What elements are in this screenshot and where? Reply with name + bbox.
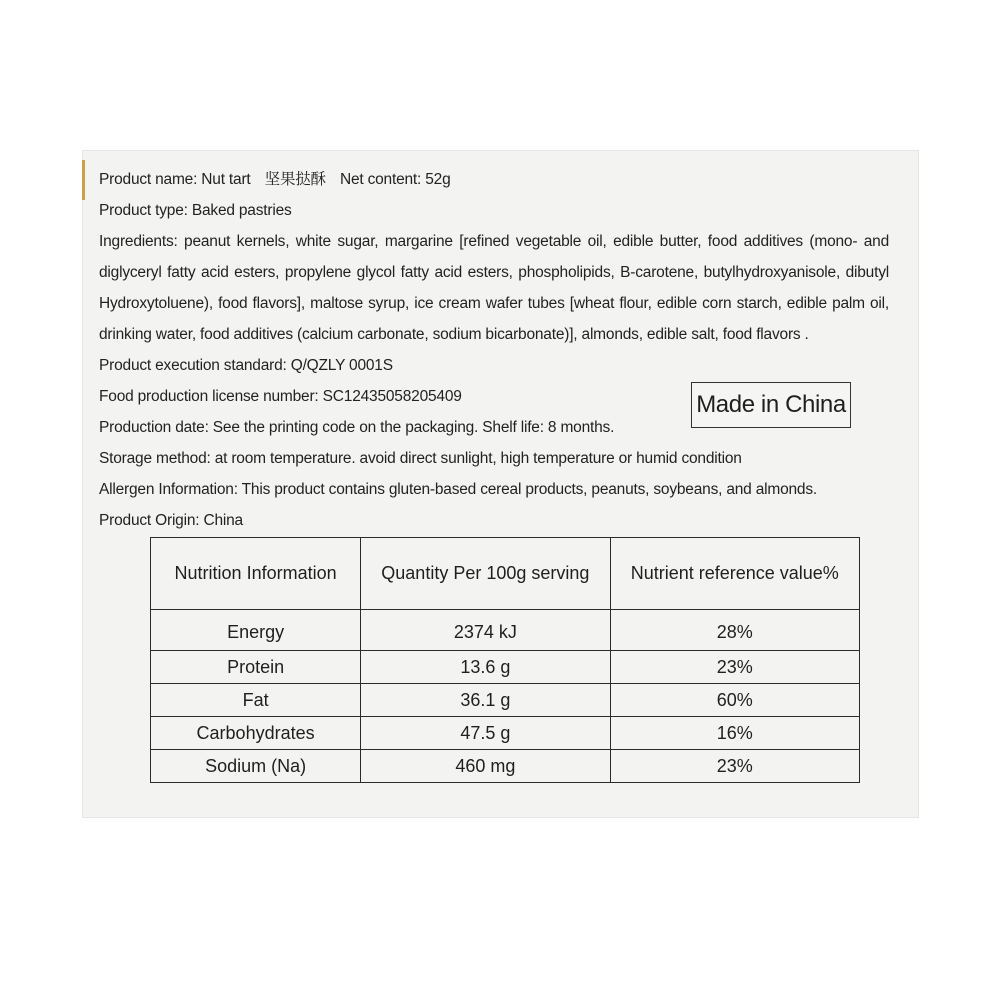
table-cell: 28% xyxy=(610,610,859,651)
table-header-cell: Nutrient reference value% xyxy=(610,538,859,610)
table-row xyxy=(151,750,860,783)
table-row xyxy=(151,684,860,717)
ingredients: Ingredients: peanut kernels, white sugar, margarine [refined vegetable oil, edible butter, food additives (mono- and diglyceryl fatty acid esters, propylene glycol fatty acid esters, phospholipids, B-carotene, butylhydroxyanisole, dibutyl Hydroxytoluene), food flavors], maltose syrup, ice cream wafer tubes [wheat flour, edible corn starch, edible palm oil, drinking water, food additives (calcium carbonate, sodium bicarbonate)], almonds, edible salt, food flavors . xyxy=(99,233,889,343)
execution-standard: Product execution standard: Q/QZLY 0001S xyxy=(99,357,393,374)
table-row xyxy=(151,717,860,750)
table-cell: 460 mg xyxy=(361,750,610,783)
storage-method: Storage method: at room temperature. avoid direct sunlight, high temperature or humid condition xyxy=(99,450,742,467)
table-cell: Energy xyxy=(151,610,361,651)
table-cell: 60% xyxy=(610,684,859,717)
table-cell: Sodium (Na) xyxy=(151,750,361,783)
table-header-cell: Nutrition Information xyxy=(151,538,361,610)
net-content: Net content: 52g xyxy=(339,171,451,188)
table-cell: 16% xyxy=(610,717,859,750)
label-text-block xyxy=(99,164,899,536)
table-cell: 36.1 g xyxy=(361,684,610,717)
product-chinese-name: 坚果挞酥 xyxy=(264,171,326,188)
allergen-info: Allergen Information: This product contains gluten-based cereal products, peanuts, soybeans, and almonds. xyxy=(99,481,817,498)
product-type: Product type: Baked pastries xyxy=(99,202,292,219)
table-cell: Carbohydrates xyxy=(151,717,361,750)
production-date: Production date: See the printing code on the packaging. Shelf life: 8 months. xyxy=(99,419,615,436)
table-row xyxy=(151,651,860,684)
product-name: Product name: Nut tart xyxy=(99,171,251,188)
product-label xyxy=(82,150,919,818)
license-number: Food production license number: SC12435058205409 xyxy=(99,388,462,405)
label-edge-accent xyxy=(82,160,85,200)
product-name-line xyxy=(99,164,899,195)
table-cell: Fat xyxy=(151,684,361,717)
table-header-row xyxy=(151,538,860,610)
table-cell: Protein xyxy=(151,651,361,684)
table-cell: 47.5 g xyxy=(361,717,610,750)
table-cell: 2374 kJ xyxy=(361,610,610,651)
table-cell: 23% xyxy=(610,651,859,684)
table-header-cell: Quantity Per 100g serving xyxy=(361,538,610,610)
table-row xyxy=(151,610,860,651)
product-origin: Product Origin: China xyxy=(99,512,243,529)
table-cell: 13.6 g xyxy=(361,651,610,684)
table-cell: 23% xyxy=(610,750,859,783)
nutrition-table xyxy=(150,537,860,783)
made-in-china-box: Made in China xyxy=(691,382,851,428)
